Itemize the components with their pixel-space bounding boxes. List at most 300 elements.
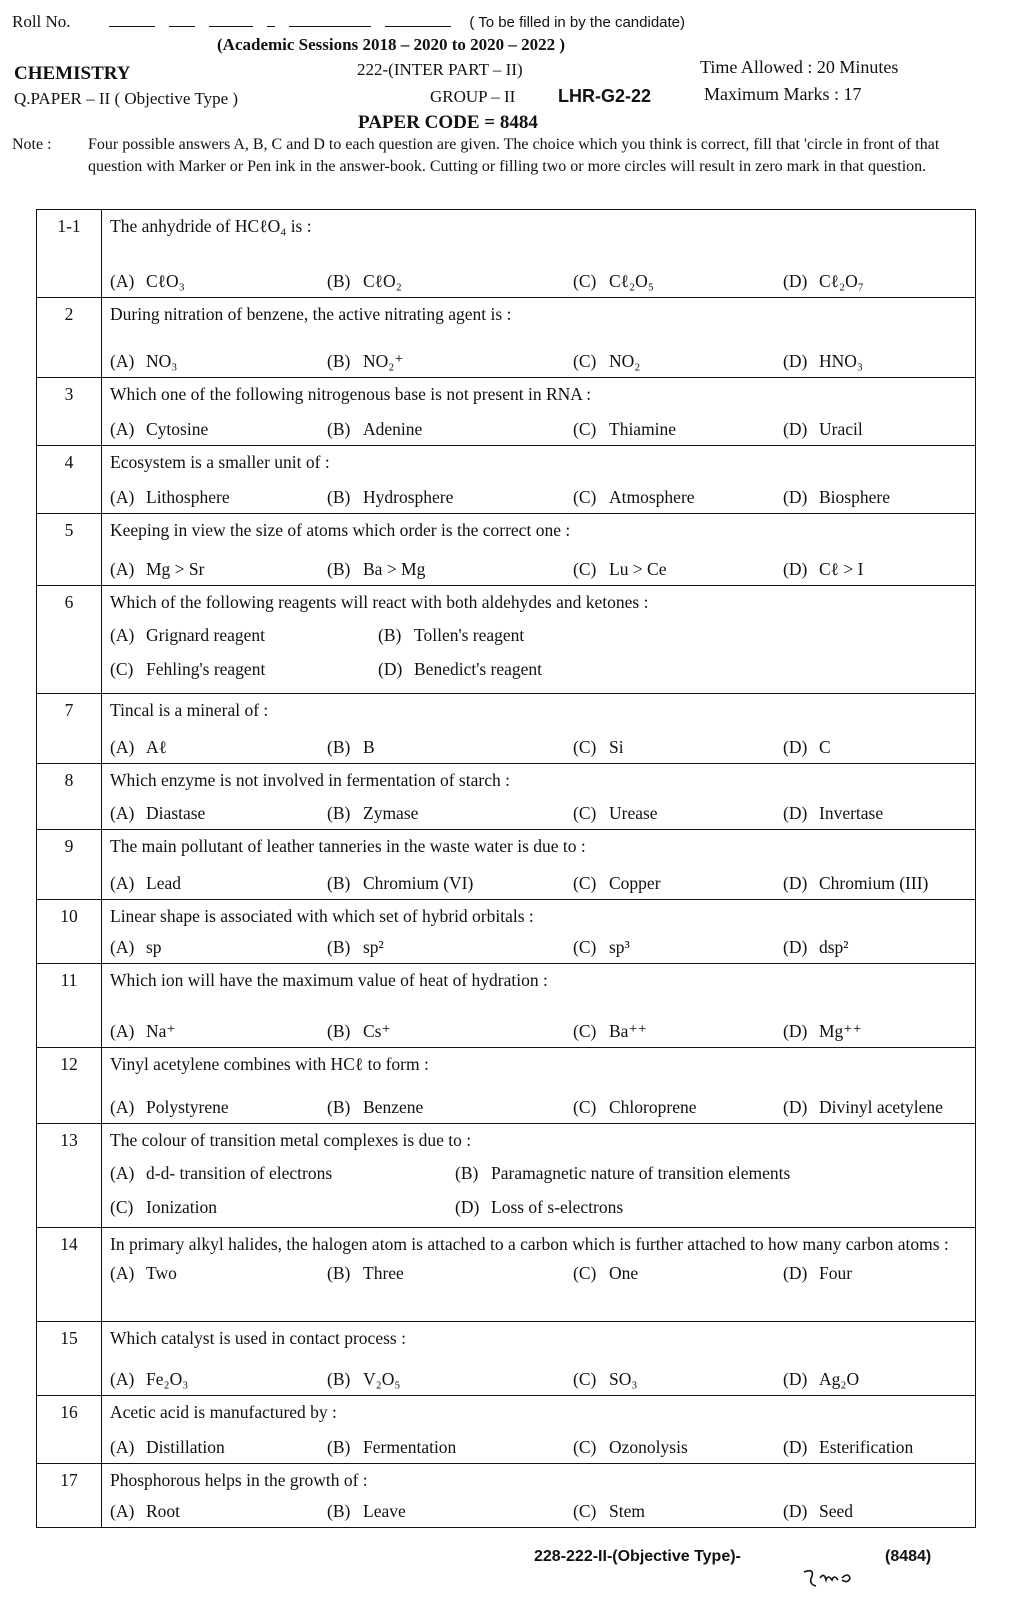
option-letter: (C) [573,487,597,507]
roll-no-row [12,12,685,32]
roll-no-blank[interactable] [209,14,253,27]
options-row [110,486,975,508]
answer-option[interactable] [327,1368,573,1390]
option-letter: (A) [110,937,135,957]
option-text: Ba⁺⁺ [609,1021,647,1041]
answer-option[interactable] [327,802,573,824]
answer-option[interactable] [110,872,327,894]
question-text: Which enzyme is not involved in fermentation of starch : [110,770,510,790]
question-row [37,586,976,694]
question-body [102,1228,976,1322]
option-letter: (C) [573,1263,597,1283]
question-row [37,1048,976,1124]
question-body [102,298,976,378]
note-text: Four possible answers A, B, C and D to each question are given. The choice which you think is correct, fill that 'circle in front of that question with Marker or Pen ink in the answer-book. Cutting or filling two or more circles will result in zero mark in that question. [88,136,940,175]
options-row [110,1096,975,1118]
option-letter: (D) [783,1263,808,1283]
option-letter: (D) [783,1369,808,1389]
option-letter: (C) [573,937,597,957]
option-text: Cℓ₂O₅ [609,271,654,291]
option-text: Cℓ₂O₇ [819,271,864,291]
answer-option[interactable] [573,736,783,758]
option-letter: (A) [110,1369,135,1389]
questions-table [36,209,976,1528]
option-text: Seed [819,1501,854,1521]
question-body [102,514,976,586]
question-body [102,446,976,514]
options-row [110,936,975,958]
answer-option[interactable] [783,486,973,508]
option-text: sp [146,937,162,957]
paper-code: PAPER CODE = 8484 [358,112,538,133]
option-letter: (A) [110,1263,135,1283]
option-letter: (D) [783,1501,808,1521]
answer-option[interactable] [327,872,573,894]
question-text: Linear shape is associated with which set of hybrid orbitals : [110,906,534,926]
option-text: Stem [609,1501,645,1521]
subject-title: CHEMISTRY [14,63,131,84]
option-letter: (A) [110,419,135,439]
question-row [37,378,976,446]
option-letter: (C) [573,1369,597,1389]
options-row [110,558,975,580]
answer-option[interactable] [327,736,573,758]
option-text: Si [609,737,624,757]
question-row [37,764,976,830]
option-text: Lithosphere [146,487,230,507]
answer-option[interactable] [573,1020,783,1042]
question-text: Which ion will have the maximum value of heat of hydration : [110,970,548,990]
question-number: 1-1 [37,210,102,298]
option-letter: (B) [327,1097,351,1117]
answer-option[interactable] [455,1162,975,1184]
question-number: 7 [37,694,102,764]
option-letter: (D) [783,803,808,823]
question-text: The main pollutant of leather tanneries in the waste water is due to : [110,836,586,856]
option-text: Grignard reagent [146,625,266,645]
option-text: SO₃ [609,1369,638,1389]
answer-option[interactable] [327,1436,573,1458]
board-code: LHR-G2-22 [558,86,652,106]
question-number: 10 [37,900,102,964]
answer-option[interactable] [110,486,327,508]
option-letter: (B) [455,1163,479,1183]
option-text: sp³ [609,937,630,957]
question-body [102,830,976,900]
question-body [102,1048,976,1124]
answer-option[interactable] [327,558,573,580]
options-row [110,350,975,372]
question-number: 8 [37,764,102,830]
answer-option[interactable] [573,802,783,824]
answer-option[interactable] [327,486,573,508]
options-row [110,1368,975,1390]
option-text: Mg > Sr [146,559,205,579]
option-letter: (D) [455,1197,480,1217]
question-body [102,210,976,298]
question-text: During nitration of benzene, the active nitrating agent is : [110,304,512,324]
answer-option[interactable] [327,936,573,958]
option-letter: (D) [783,271,808,291]
option-text: Four [819,1263,853,1283]
question-text: The colour of transition metal complexes is due to : [110,1130,472,1150]
question-row [37,964,976,1048]
answer-option[interactable] [783,270,973,292]
option-letter: (C) [110,659,134,679]
option-text: Fermentation [363,1437,457,1457]
question-number: 4 [37,446,102,514]
answer-option[interactable] [783,736,973,758]
option-letter: (D) [783,1021,808,1041]
roll-no-blank[interactable] [109,14,155,27]
option-letter: (C) [573,1021,597,1041]
time-allowed: Time Allowed : 20 Minutes [700,57,899,77]
option-letter: (B) [327,559,351,579]
option-letter: (D) [783,559,808,579]
option-text: Lead [146,873,181,893]
part-label: 222-(INTER PART – II) [357,60,523,79]
option-letter: (D) [378,659,403,679]
option-text: Fe₂O₃ [146,1369,189,1389]
question-row [37,298,976,378]
options-row [110,1500,975,1522]
option-text: B [363,737,375,757]
options-row [110,872,975,894]
answer-option[interactable] [110,1368,327,1390]
answer-option[interactable] [327,1020,573,1042]
answer-option[interactable] [110,802,327,824]
answer-option[interactable] [110,1020,327,1042]
option-letter: (D) [783,487,808,507]
option-letter: (B) [327,419,351,439]
answer-option[interactable] [110,558,327,580]
option-text: Thiamine [609,419,677,439]
answer-option[interactable] [110,624,378,646]
answer-option[interactable] [783,802,973,824]
option-text: Hydrosphere [363,487,454,507]
question-number: 2 [37,298,102,378]
options-row [110,418,975,440]
answer-option[interactable] [327,270,573,292]
option-text: Esterification [819,1437,914,1457]
question-row [37,830,976,900]
answer-option[interactable] [327,418,573,440]
option-text: CℓO₃ [146,271,185,291]
option-text: Paramagnetic nature of transition elements [491,1163,791,1183]
option-letter: (B) [378,625,402,645]
answer-option[interactable] [110,1162,455,1184]
option-text: Fehling's reagent [146,659,266,679]
answer-option[interactable] [327,1096,573,1118]
answer-option[interactable] [573,270,783,292]
option-letter: (B) [327,803,351,823]
question-number: 6 [37,586,102,694]
option-text: Benedict's reagent [414,659,543,679]
option-text: Cℓ > I [819,559,864,579]
option-letter: (A) [110,803,135,823]
question-text: Tincal is a mineral of : [110,700,269,720]
option-letter: (A) [110,737,135,757]
question-body [102,764,976,830]
option-letter: (B) [327,487,351,507]
question-text: Acetic acid is manufactured by : [110,1402,337,1422]
option-letter: (B) [327,937,351,957]
roll-no-label: Roll No. [12,12,71,31]
option-text: Cs⁺ [363,1021,391,1041]
fill-note: ( To be filled in by the candidate) [469,14,686,31]
answer-option[interactable] [783,1020,973,1042]
option-letter: (C) [110,1197,134,1217]
option-letter: (C) [573,1437,597,1457]
question-number: 13 [37,1124,102,1228]
question-text: In primary alkyl halides, the halogen atom is attached to a carbon which is further attached to how many carbon atoms : [110,1234,949,1254]
options-row [110,736,975,758]
options-row [110,1196,975,1218]
answer-option[interactable] [110,1500,327,1522]
option-letter: (A) [110,487,135,507]
option-letter: (D) [783,1437,808,1457]
option-letter: (B) [327,351,351,371]
question-number: 9 [37,830,102,900]
option-text: NO₂⁺ [363,351,404,371]
question-body [102,694,976,764]
question-number: 17 [37,1464,102,1528]
answer-option[interactable] [455,1196,975,1218]
question-text: Keeping in view the size of atoms which order is the correct one : [110,520,571,540]
option-text: Distillation [146,1437,225,1457]
answer-option[interactable] [110,1096,327,1118]
paper-type: Q.PAPER – II ( Objective Type ) [14,89,239,108]
option-text: sp² [363,937,384,957]
option-text: Ozonolysis [609,1437,688,1457]
question-row [37,1464,976,1528]
question-row [37,694,976,764]
option-text: NO₃ [146,351,178,371]
roll-no-blank[interactable] [267,14,275,27]
option-letter: (A) [110,1501,135,1521]
option-text: Mg⁺⁺ [819,1021,862,1041]
question-number: 15 [37,1322,102,1396]
answer-option[interactable] [573,1500,783,1522]
option-text: Urease [609,803,658,823]
option-text: Biosphere [819,487,890,507]
option-letter: (C) [573,419,597,439]
footer-code: 228-222-II-(Objective Type)- [534,1548,741,1565]
option-text: Benzene [363,1097,424,1117]
option-letter: (B) [327,1437,351,1457]
footer-paper-code: (8484) [885,1548,932,1565]
option-letter: (C) [573,803,597,823]
option-letter: (A) [110,1163,135,1183]
question-number: 3 [37,378,102,446]
answer-option[interactable] [573,1262,783,1284]
question-number: 5 [37,514,102,586]
answer-option[interactable] [110,736,327,758]
option-text: Chromium (VI) [363,873,474,893]
question-body [102,964,976,1048]
option-letter: (A) [110,1437,135,1457]
answer-option[interactable] [573,936,783,958]
option-letter: (C) [573,1097,597,1117]
question-row [37,1396,976,1464]
option-letter: (D) [783,1097,808,1117]
option-letter: (B) [327,1369,351,1389]
options-row [110,270,975,292]
answer-option[interactable] [783,872,973,894]
answer-option[interactable] [110,1196,455,1218]
option-text: Divinyl acetylene [819,1097,943,1117]
group-label: GROUP – II [430,87,516,106]
options-row [110,658,975,680]
roll-no-blank[interactable] [289,14,371,27]
option-text: V₂O₅ [363,1369,401,1389]
option-letter: (C) [573,351,597,371]
question-number: 12 [37,1048,102,1124]
option-letter: (A) [110,1097,135,1117]
option-text: Ionization [146,1197,217,1217]
option-text: NO₂ [609,351,641,371]
option-letter: (B) [327,1021,351,1041]
answer-option[interactable] [378,658,938,680]
question-text: The anhydride of HCℓO₄ is : [110,216,312,236]
answer-option[interactable] [110,936,327,958]
option-text: Invertase [819,803,884,823]
option-letter: (D) [783,873,808,893]
option-letter: (C) [573,737,597,757]
question-text: Which one of the following nitrogenous base is not present in RNA : [110,384,592,404]
question-text: Which catalyst is used in contact process : [110,1328,406,1348]
option-text: HNO₃ [819,351,864,371]
options-row [110,802,975,824]
answer-option[interactable] [110,658,378,680]
answer-option[interactable] [783,1096,973,1118]
answer-option[interactable] [573,486,783,508]
academic-sessions: (Academic Sessions 2018 – 2020 to 2020 – 2022 ) [217,35,566,54]
option-text: One [609,1263,639,1283]
question-row [37,1124,976,1228]
option-text: Cytosine [146,419,209,439]
option-text: Diastase [146,803,206,823]
option-text: Loss of s-electrons [491,1197,624,1217]
question-text: Ecosystem is a smaller unit of : [110,452,330,472]
question-body [102,900,976,964]
answer-option[interactable] [573,872,783,894]
answer-option[interactable] [783,1262,973,1284]
answer-option[interactable] [783,936,973,958]
answer-option[interactable] [110,270,327,292]
answer-option[interactable] [783,558,973,580]
option-letter: (A) [110,559,135,579]
max-marks: Maximum Marks : 17 [704,84,862,104]
answer-option[interactable] [110,418,327,440]
answer-option[interactable] [783,1500,973,1522]
options-row [110,1020,975,1042]
answer-option[interactable] [110,1436,327,1458]
question-body [102,378,976,446]
answer-option[interactable] [573,418,783,440]
option-text: Ag₂O [819,1369,860,1389]
option-text: Atmosphere [609,487,695,507]
answer-option[interactable] [783,350,973,372]
answer-option[interactable] [783,418,973,440]
option-letter: (D) [783,351,808,371]
question-body [102,586,976,694]
option-text: Copper [609,873,661,893]
roll-no-blank[interactable] [385,14,451,27]
option-text: Chromium (III) [819,873,929,893]
answer-option[interactable] [110,1262,327,1284]
option-letter: (D) [783,937,808,957]
roll-no-blank[interactable] [169,14,195,27]
option-letter: (A) [110,625,135,645]
option-letter: (A) [110,271,135,291]
option-letter: (A) [110,873,135,893]
options-row [110,1162,975,1184]
answer-option[interactable] [327,350,573,372]
options-row [110,1436,975,1458]
options-row [110,1262,975,1284]
option-letter: (C) [573,271,597,291]
option-text: Tollen's reagent [414,625,525,645]
question-text: Phosphorous helps in the growth of : [110,1470,368,1490]
question-row [37,446,976,514]
option-text: Zymase [363,803,419,823]
answer-option[interactable] [327,1262,573,1284]
question-row [37,900,976,964]
answer-option[interactable] [378,624,938,646]
option-text: Three [363,1263,404,1283]
handwritten-signature-icon [800,1566,860,1590]
question-text: Vinyl acetylene combines with HCℓ to form : [110,1054,429,1074]
option-letter: (B) [327,737,351,757]
question-number: 11 [37,964,102,1048]
option-text: Na⁺ [146,1021,176,1041]
question-row [37,514,976,586]
question-row [37,1322,976,1396]
option-letter: (A) [110,351,135,371]
answer-option[interactable] [783,1368,973,1390]
question-row [37,1228,976,1322]
option-text: Uracil [819,419,863,439]
answer-option[interactable] [327,1500,573,1522]
answer-option[interactable] [573,558,783,580]
answer-option[interactable] [573,1436,783,1458]
option-letter: (C) [573,1501,597,1521]
option-letter: (C) [573,873,597,893]
option-letter: (B) [327,873,351,893]
answer-option[interactable] [573,350,783,372]
option-letter: (D) [783,737,808,757]
question-number: 14 [37,1228,102,1322]
answer-option[interactable] [783,1436,973,1458]
note-label: Note : [12,136,52,153]
answer-option[interactable] [573,1096,783,1118]
signature [800,1566,860,1595]
answer-option[interactable] [110,350,327,372]
option-text: C [819,737,831,757]
option-text: Lu > Ce [609,559,667,579]
option-letter: (B) [327,1263,351,1283]
options-row [110,624,975,646]
option-text: Leave [363,1501,406,1521]
question-row [37,210,976,298]
option-letter: (A) [110,1021,135,1041]
answer-option[interactable] [573,1368,783,1390]
option-text: CℓO₂ [363,271,402,291]
question-body [102,1464,976,1528]
option-letter: (B) [327,271,351,291]
option-text: dsp² [819,937,849,957]
